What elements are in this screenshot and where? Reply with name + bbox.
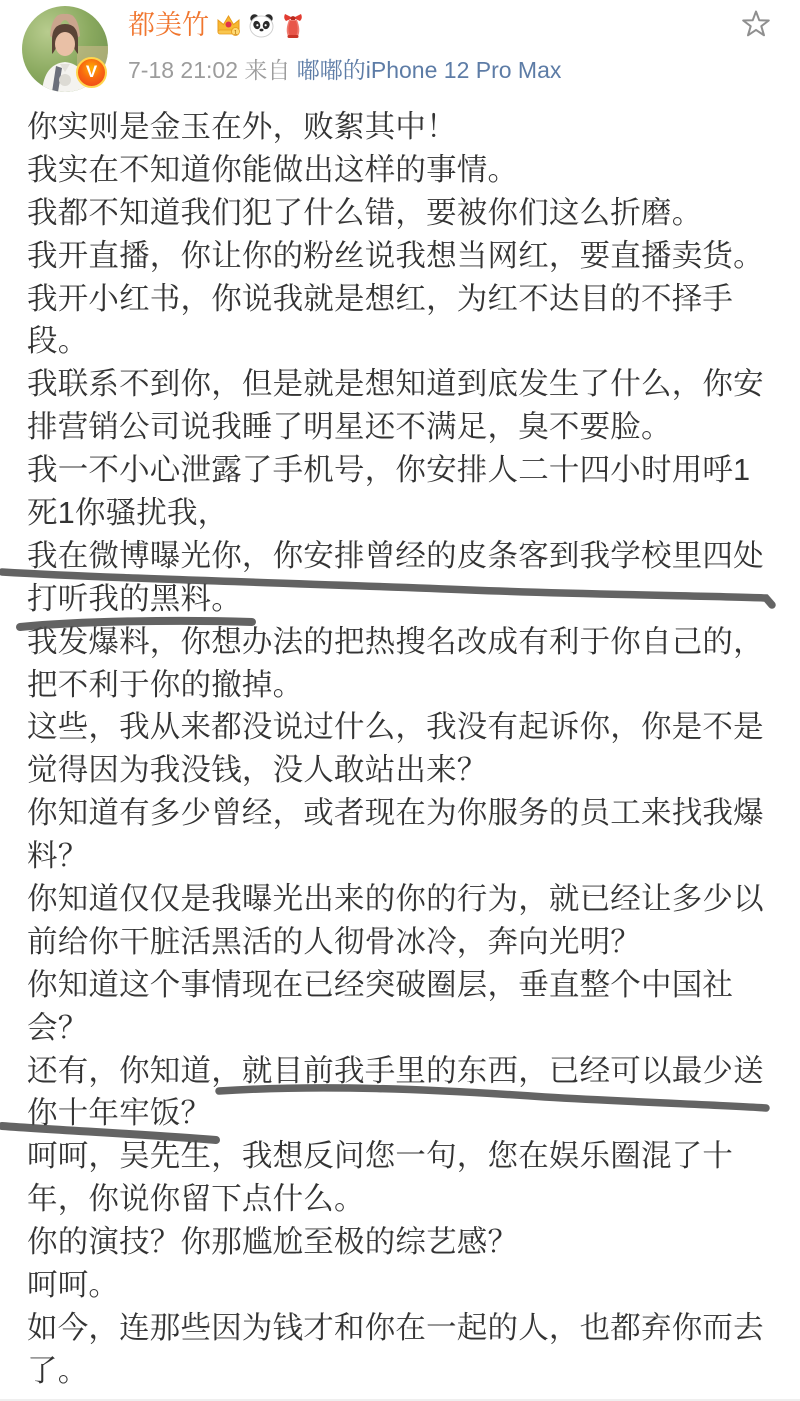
post-line: 排营销公司说我睡了明星还不满足，臭不要脸。 bbox=[27, 410, 672, 445]
post-line: 我实在不知道你能做出这样的事情。 bbox=[27, 152, 519, 187]
post-line: 你十年牢饭？ bbox=[27, 1096, 212, 1131]
favorite-star-button[interactable] bbox=[740, 8, 772, 40]
source-link[interactable]: 嘟嘟的iPhone 12 Pro Max bbox=[296, 57, 562, 83]
post-line: 打听我的黑料。 bbox=[27, 581, 242, 616]
post-line: 会？ bbox=[27, 1010, 89, 1045]
ribbon-icon[interactable] bbox=[281, 12, 305, 39]
crown-icon[interactable] bbox=[215, 12, 242, 38]
post-line: 还有，你知道，就目前我手里的东西，已经可以最少送 bbox=[27, 1053, 764, 1088]
post-header bbox=[0, 0, 800, 100]
post-line: 你知道有多少曾经，或者现在为你服务的员工来找我爆 bbox=[27, 796, 764, 831]
post-line: 了。 bbox=[27, 1353, 89, 1388]
post-line: 你知道仅仅是我曝光出来的你的行为，就已经让多少以 bbox=[27, 882, 764, 917]
post-line: 我在微博曝光你，你安排曾经的皮条客到我学校里四处 bbox=[27, 538, 764, 573]
post-line: 年，你说你留下点什么。 bbox=[27, 1182, 365, 1217]
post-line: 你的演技？你那尴尬至极的综艺感？ bbox=[27, 1225, 519, 1260]
avatar[interactable] bbox=[22, 6, 108, 92]
post-line: 你实则是金玉在外，败絮其中！ bbox=[27, 110, 457, 144]
post-body bbox=[27, 106, 800, 1393]
source-prefix: 来自 bbox=[244, 57, 291, 83]
post-meta bbox=[128, 52, 561, 85]
post-line: 我发爆料，你想办法的把热搜名改成有利于你自己的， bbox=[27, 624, 764, 659]
post-line: 你知道这个事情现在已经突破圈层，垂直整个中国社 bbox=[27, 967, 734, 1002]
post-line: 我开小红书，你说我就是想红，为红不达目的不择手 bbox=[27, 281, 734, 316]
post-line: 我都不知道我们犯了什么错，要被你们这么折磨。 bbox=[27, 195, 703, 230]
post-line: 呵呵。 bbox=[27, 1268, 120, 1303]
post-line: 把不利于你的撤掉。 bbox=[27, 667, 304, 702]
post-line: 如今，连那些因为钱才和你在一起的人，也都弃你而去 bbox=[27, 1310, 764, 1345]
post-line: 我联系不到你，但是就是想知道到底发生了什么，你安 bbox=[27, 367, 764, 402]
post-line: 这些，我从来都没说过什么，我没有起诉你，你是不是 bbox=[27, 710, 764, 745]
star-icon bbox=[740, 8, 772, 40]
post-line: 我开直播，你让你的粉丝说我想当网红，要直播卖货。 bbox=[27, 238, 764, 273]
verified-badge: V bbox=[76, 57, 107, 88]
post-line: 呵呵，吴先生，我想反问您一句，您在娱乐圈混了十 bbox=[27, 1139, 734, 1174]
post-line: 死1你骚扰我， bbox=[27, 496, 229, 531]
post-line: 前给你干脏活黑活的人彻骨冰冷，奔向光明？ bbox=[27, 924, 641, 959]
panda-icon[interactable] bbox=[248, 13, 275, 38]
post-line: 料？ bbox=[27, 839, 89, 874]
post-line: 我一不小心泄露了手机号，你安排人二十四小时用呼1 bbox=[27, 453, 751, 488]
timestamp: 7-18 21:02 bbox=[128, 57, 238, 83]
svg-text:1: 1 bbox=[233, 29, 238, 37]
post-line: 觉得因为我没钱，没人敢站出来？ bbox=[27, 753, 488, 788]
username[interactable]: 都美竹 bbox=[128, 10, 209, 40]
post-line: 段。 bbox=[27, 324, 89, 359]
